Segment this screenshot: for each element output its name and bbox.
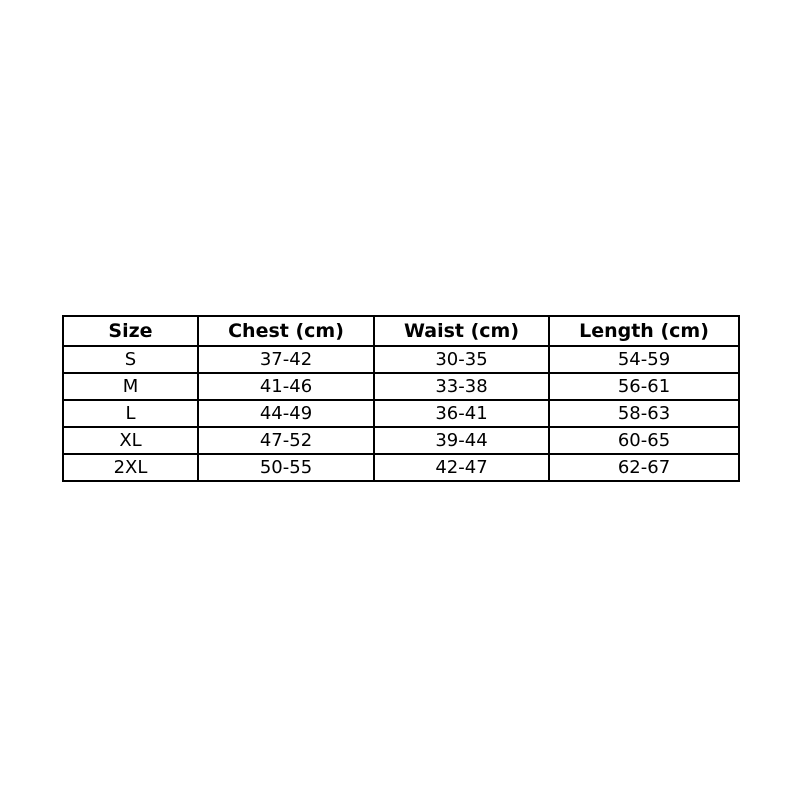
length-range: 58-63 [549,400,739,427]
column-header-size: Size [63,316,198,346]
size-label: M [63,373,198,400]
chest-range: 41-46 [198,373,374,400]
length-range: 62-67 [549,454,739,481]
length-range: 60-65 [549,427,739,454]
chest-range: 47-52 [198,427,374,454]
size-label: XL [63,427,198,454]
table-row-s [63,346,739,373]
table-row-2xl [63,454,739,481]
chest-range: 44-49 [198,400,374,427]
column-header-waist: Waist (cm) [374,316,549,346]
column-header-chest: Chest (cm) [198,316,374,346]
waist-range: 33-38 [374,373,549,400]
chest-range: 50-55 [198,454,374,481]
size-label: S [63,346,198,373]
waist-range: 39-44 [374,427,549,454]
size-label: 2XL [63,454,198,481]
waist-range: 42-47 [374,454,549,481]
table-row-m [63,373,739,400]
size-label: L [63,400,198,427]
waist-range: 30-35 [374,346,549,373]
chest-range: 37-42 [198,346,374,373]
table-row-l [63,400,739,427]
column-header-length: Length (cm) [549,316,739,346]
size-chart-table [62,315,740,482]
length-range: 56-61 [549,373,739,400]
waist-range: 36-41 [374,400,549,427]
length-range: 54-59 [549,346,739,373]
table-row-xl [63,427,739,454]
header-row [63,316,739,346]
